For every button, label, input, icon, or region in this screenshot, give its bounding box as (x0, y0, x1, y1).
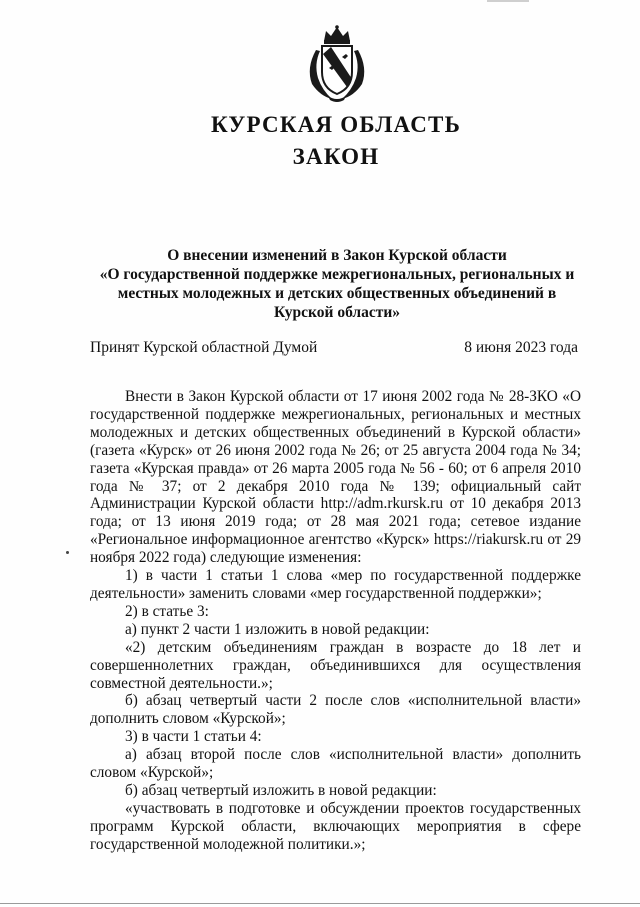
body-paragraph: Внести в Закон Курской области от 17 июня 2002 года № 28-ЗКО «О государственной поддержке межрегиональных, региональных и местных молодежных и детских общественных объединений в Курской области» (газета «Курск» от 26 июня 2002 года № 26; от 25 августа 2004 года № 34; газета «Курская правда» от 26 марта 2005 года № 56 - 60; от 6 апреля 2010 года № 37; от 2 декабря 2010 года № 139; официальный сайт Администрации Курской области http://adm.rkursk.ru от 10 декабря 2013 года; от 13 июня 2019 года; от 28 мая 2021 года; сетевое издание «Региональное информационное агентство «Курск» https://riakursk.ru от 29 ноября 2022 года) следующие изменения: (90, 388, 581, 567)
region-title: КУРСКАЯ ОБЛАСТЬ (211, 112, 461, 137)
body-paragraph: а) абзац второй после слов «исполнительной власти» дополнить словом «Курской»; (90, 746, 581, 782)
law-heading-line: местных молодежных и детских общественных объединений в (117, 285, 557, 302)
law-heading-line: О внесении изменений в Закон Курской области (167, 247, 507, 264)
body-paragraph: б) абзац четвертый изложить в новой редакции: (125, 781, 437, 799)
scan-artifact-top (487, 0, 529, 2)
body-paragraph: а) пункт 2 части 1 изложить в новой редакции: (125, 620, 430, 638)
scan-artifact-dot (66, 551, 69, 554)
adoption-date: 8 июня 2023 года (464, 339, 578, 356)
law-heading-line: Курской области» (273, 304, 401, 321)
law-heading (92, 246, 582, 322)
law-body (90, 388, 581, 854)
adoption-row (90, 338, 578, 357)
scan-artifact-bottom (0, 903, 640, 904)
document-type-title: ЗАКОН (292, 144, 380, 169)
law-heading-line: «О государственной поддержке межрегиональных, региональных и (99, 266, 575, 283)
body-paragraph: б) абзац четвертый части 2 после слов «исполнительной власти» дополнить словом «Курской»; (90, 692, 581, 728)
body-paragraph: 3) в части 1 статьи 4: (125, 728, 262, 746)
adopted-by-text: Принят Курской областной Думой (90, 339, 318, 356)
coat-of-arms-icon (302, 24, 372, 102)
body-paragraph: «2) детским объединениям граждан в возрасте до 18 лет и совершеннолетних граждан, объединившихся для осуществления совместной деятельности.»; (90, 638, 581, 692)
body-paragraph: 1) в части 1 статьи 1 слова «мер по государственной поддержке деятельности» заменить словами «мер государственной поддержки»; (90, 567, 581, 602)
body-paragraph: «участвовать в подготовке и обсуждении проектов государственных программ Курской области, включающих мероприятия в сфере государственной молодежной политики.»; (90, 799, 581, 853)
body-paragraph: 2) в статье 3: (125, 602, 209, 620)
